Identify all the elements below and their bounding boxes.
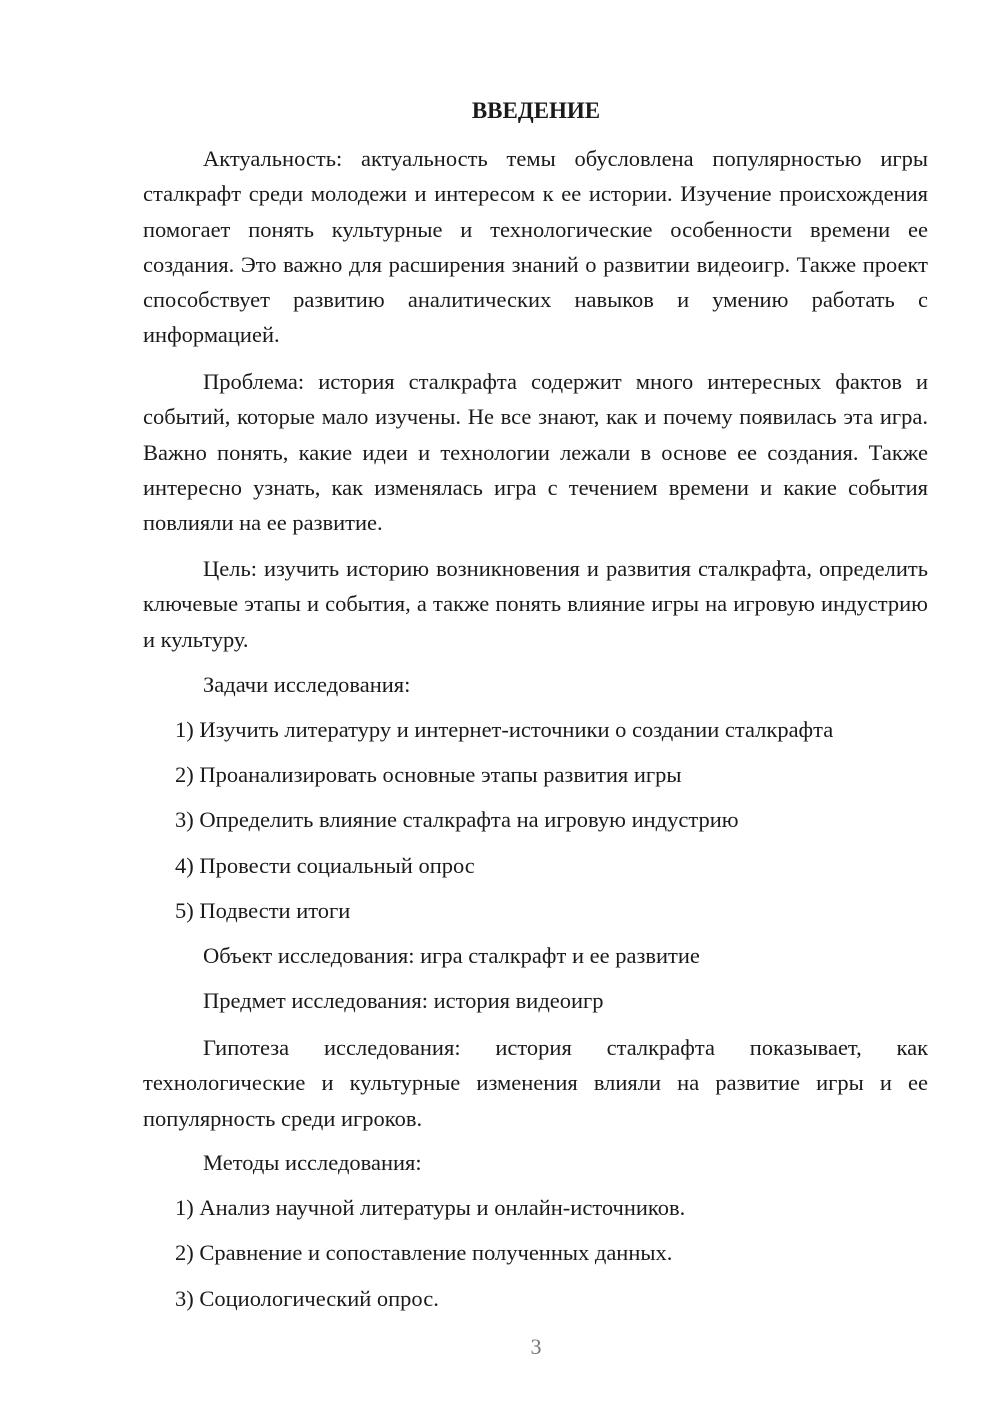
task-item: 1) Изучить литературу и интернет-источники о создании сталкрафта: [175, 717, 834, 742]
method-item: 1) Анализ научной литературы и онлайн-источников.: [175, 1195, 686, 1220]
hypothesis-paragraph: Гипотеза исследования: история сталкрафта показывает, как технологические и культурные изменения влияли на развитие игры и ее популярность среди игроков.: [143, 1035, 928, 1131]
method-item: 2) Сравнение и сопоставление полученных данных.: [175, 1240, 673, 1265]
task-item: 5) Подвести итоги: [175, 898, 351, 923]
section-heading: ВВЕДЕНИЕ: [471, 98, 601, 123]
methods-heading: Методы исследования:: [203, 1150, 422, 1175]
task-item: 3) Определить влияние сталкрафта на игровую индустрию: [175, 807, 739, 832]
problem-paragraph: Проблема: история сталкрафта содержит много интересных фактов и событий, которые мало изучены. Не все знают, как и почему появилась эта игра. Важно понять, какие идеи и технологии лежали в основе ее создания. Также интересно узнать, как изменялась игра с течением времени и какие события повлияли на ее развитие.: [143, 369, 928, 536]
goal-paragraph: Цель: изучить историю возникновения и развития сталкрафта, определить ключевые этапы и события, а также понять влияние игры на игровую индустрию и культуру.: [143, 556, 928, 652]
page-number: 3: [530, 1334, 542, 1359]
task-item: 4) Провести социальный опрос: [175, 853, 475, 878]
task-item: 2) Проанализировать основные этапы развития игры: [175, 762, 682, 787]
method-item: 3) Социологический опрос.: [175, 1286, 439, 1311]
relevance-paragraph: Актуальность: актуальность темы обусловлена популярностью игры сталкрафт среди молодежи и интересом к ее истории. Изучение происхождения помогает понять культурные и технологические особенности времени ее создания. Это важно для расширения знаний о развитии видеоигр. Также проект способствует развитию аналитических навыков и умению работать с информацией.: [143, 146, 928, 348]
tasks-heading: Задачи исследования:: [203, 672, 411, 697]
research-subject: Предмет исследования: история видеоигр: [203, 988, 604, 1013]
research-object: Объект исследования: игра сталкрафт и ее развитие: [203, 943, 700, 968]
